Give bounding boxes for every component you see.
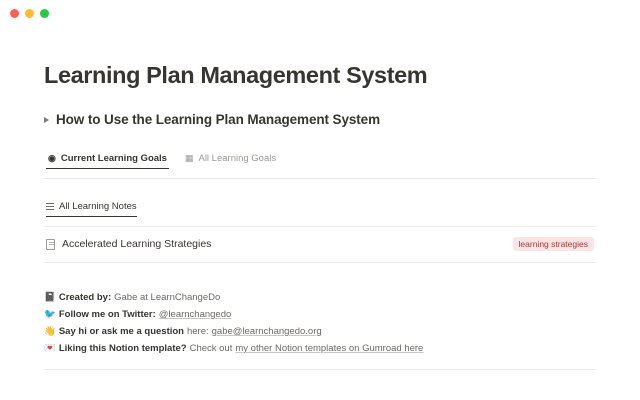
footer-label: Created by:	[58, 292, 112, 303]
table-row-title[interactable]: Accelerated Learning Strategies	[62, 238, 212, 250]
tab-all-learning-goals[interactable]	[183, 153, 278, 169]
maximize-window-button[interactable]	[40, 9, 49, 18]
footer-line-gumroad	[44, 340, 596, 357]
page-title: Learning Plan Management System	[44, 62, 428, 88]
footer-line-created-by	[44, 289, 596, 306]
footer-label: Say hi or ask me a question	[58, 326, 184, 337]
page-icon	[46, 239, 55, 250]
close-window-button[interactable]	[10, 9, 19, 18]
footer-label: Follow me on Twitter:	[58, 309, 156, 320]
view-tab-label: All Learning Notes	[59, 201, 137, 212]
email-link[interactable]: gabe@learnchangedo.org	[211, 326, 322, 337]
list-icon	[46, 203, 54, 210]
footer-text: Gabe at LearnChangeDo	[114, 292, 221, 303]
triangle-right-icon[interactable]	[44, 117, 49, 123]
minimize-window-button[interactable]	[25, 9, 34, 18]
footer-label: Liking this Notion template?	[58, 343, 187, 354]
notebook-emoji: 📓	[44, 292, 56, 303]
window-titlebar	[0, 0, 640, 26]
footer-line-email	[44, 323, 596, 340]
toggle-block-label: How to Use the Learning Plan Management System	[56, 112, 380, 127]
bird-emoji: 🐦	[44, 309, 56, 320]
table-row[interactable]	[44, 227, 596, 263]
tab-label: Current Learning Goals	[60, 153, 167, 164]
view-tab-bar	[46, 201, 596, 217]
footer-divider	[44, 369, 596, 370]
footer-text: here:	[186, 326, 209, 337]
table-row-main	[46, 238, 211, 250]
footer-text: Check out	[189, 343, 233, 354]
page-content	[0, 62, 640, 370]
tab-bar-divider	[44, 178, 596, 179]
tab-current-learning-goals[interactable]	[46, 153, 169, 169]
toggle-block-how-to-use[interactable]	[44, 112, 596, 127]
waving-hand-emoji: 👋	[44, 326, 56, 337]
view-tab-all-learning-notes[interactable]	[46, 201, 137, 217]
gumroad-templates-link[interactable]: my other Notion templates on Gumroad here	[235, 343, 424, 354]
target-icon: ◉	[48, 153, 56, 163]
footer-block	[44, 289, 596, 370]
footer-line-twitter	[44, 306, 596, 323]
love-letter-emoji: 💌	[44, 343, 56, 354]
tab-label: All Learning Goals	[198, 153, 277, 164]
twitter-handle-link[interactable]: @learnchangedo	[158, 309, 232, 320]
status-badge: learning strategies	[513, 237, 594, 251]
grid-icon: ▦	[184, 153, 194, 163]
database-tab-bar	[46, 149, 596, 169]
